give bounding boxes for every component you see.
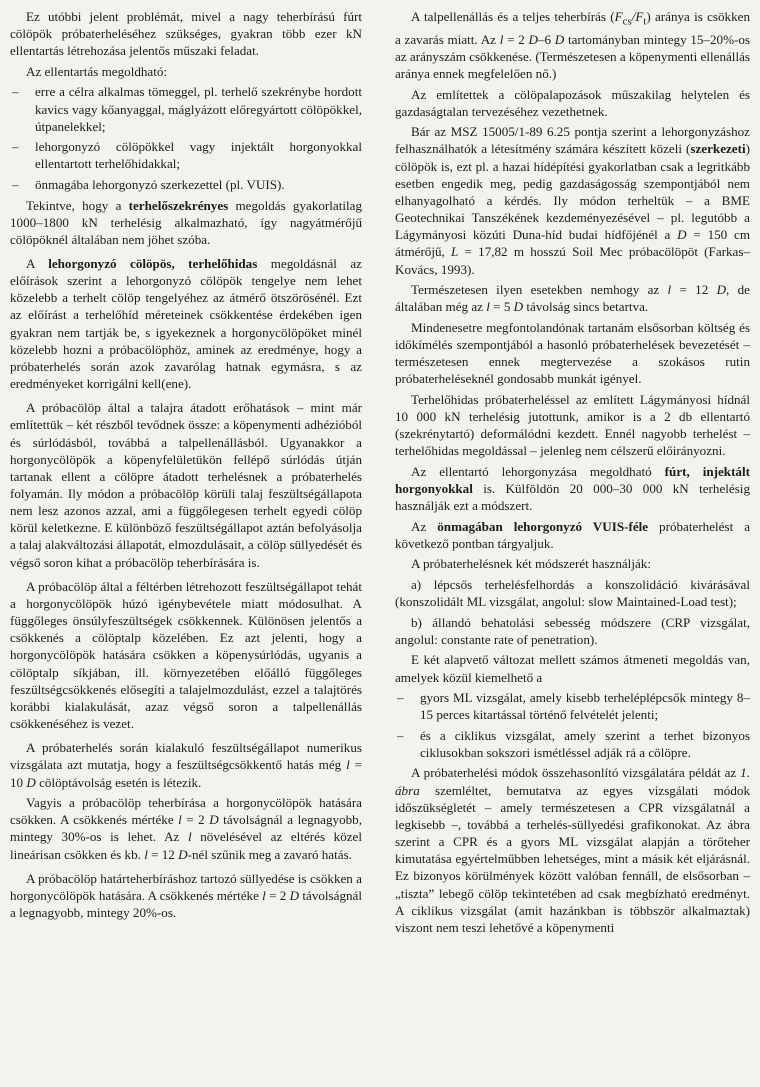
list-item: – lehorgonyzó cölöpökkel vagy injektált horgonyokkal ellentartott terhelőhidakkal;	[12, 139, 362, 172]
paragraph-method-a: a) lépcsős terhelésfelhordás a konszolidáció kivárásával (konszolidált ML vizsgálat, angolul: slow Maintained-Load test);	[395, 576, 750, 610]
paragraph-method-b: b) állandó behatolási sebesség módszere (CRP vizsgálat, angolul: constante rate of penetration).	[395, 614, 750, 647]
list-item: – gyors ML vizsgálat, amely kisebb terheléplépcsők mintegy 8–15 perces kitartással történő felvételét jelenti;	[397, 690, 750, 723]
paragraph-terhelohidas: Terhelőhidas próbaterheléssel az említett Lágymányosi hídnál 10 000 kN terhelésig jutottunk, amikor is a 2 db ellentartó (szekrénytartó) deformálódni kezdett. Ennél nagyobb terhelést – terhelőhidas megoldással – jelenleg nem célszerű előirányozni.	[395, 391, 750, 459]
paragraph-vagyis: Vagyis a próbacölöp teherbírása a horgonycölöpök hatására csökken. A csökkenés mértéke l = 2 D távolságnál a legnagyobb, mintegy 30%-os is lehet. Az l növelésével az eltérés közel lineárisan csökken és kb. l = 12 D-nél szűnik meg a zavaró hatás.	[10, 795, 363, 862]
right-column	[395, 8, 750, 939]
paragraph-felter: A próbacölöp által a féltérben létrehozott feszültségállapot tehát a horgonycölöpök húzó igénybevétele miatt módosulhat. A függőleges önsúlyfeszültségek csökkennek. Különösen jelentős a csökkenés a cölöptalp közelében. Ez azt jelenti, hogy a horgonycölöpök hatására csökken a köpenysúrlódás, ugyanis a cölöptalp síkjában, ill. környezetében előálló függőleges feszültségcsökkenés elősegíti a talajelmozdulást, ezzel a talajtörés korábbi kialakulását, azaz végső soron a talpellenállás csökkenéséhez is vezet.	[10, 578, 362, 732]
paragraph-lehorgonyzo: A lehorgonyzó cölöpös, terhelőhidas megoldásnál az előírások szerint a lehorgonyzó cölöpök tengelye nem lehet közelebb a terhelt cölöp tengelyéhez az átmérő ötszörösénél. Ezt az előírást a terhelőhíd méreteinek csökkentése érdekében igen gyakran nem tartják be, s igyekeznek a horgonycölöpöket minél közelebb hozni a próbacölöphöz, aminek az eredménye, hogy a próbaterhelés során azok zavarólag hatnak egymásra, s az eredményeket korrigálni kell(ene).	[10, 255, 362, 392]
paragraph-hatarteherbiras: A próbacölöp határteherbíráshoz tartozó süllyedése is csökken a horgonycölöpök hatására. A csökkenés mértéke l = 2 D távolságnál a legnagyobb, mintegy 20%-os.	[10, 870, 362, 920]
paragraph-ellentartas-intro: Az ellentartás megoldható:	[26, 63, 168, 79]
paragraph-msz: Bár az MSZ 15005/1-89 6.25 pontja szerint a lehorgonyzáshoz felhasználhatók a létesítmény számára készített közeli (szerkezeti) cölöpök is, ezt pl. a hazai hídépítési gyakorlatban csak a legritkább esetben engedik meg, pedig gazdaságosság szempontjából nem elhanyagolható a kérdés. Ily módon terheltük – a BME Geotechnikai Tanszékének kezdeményezésével – pl. legutóbb a Lágymányosi közúti Duna-híd budai hídfőjénél a D = 150 cm átmérőjű, L = 17,82 m hosszú Soil Mec próbacölöpöt (Farkas–Kovács, 1993).	[395, 124, 750, 277]
paragraph-ket-modszer: A próbaterhelésnek két módszerét használják:	[411, 556, 651, 572]
list-item-text: és a ciklikus vizsgálat, amely szerint a terhet bizonyos ciklusokban sokszori ismétléssel adják rá a cölöpre.	[420, 727, 750, 760]
paragraph-erohatasok: A próbacölöp által a talajra átadott erőhatások – mint már említettük – két részből tevődnek össze: a köpenymenti adhézióból és súrlódásból, továbbá a talpellenállásból. Ugyanakkor a horgonycölöpök a köpenyfelületükön fellépő súrlódás útján tartanak ellent a cölöpre átadott terhelésnek a próbaterhelés folyamán. Ily módon a próbacölöp körüli talaj feszültségállapota nem lesz azonos azzal, ami a függőlegesen terhelt egyedi cölöp körül keletkezne. E különböző feszültségállapot aztán befolyásolja a talaj alakváltozási állapotát, elmozdulásait, a cölöp süllyedését és végső soron kihat a próbacölöp teherbírására is.	[10, 400, 362, 570]
paragraph-vuis: Az önmagában lehorgonyzó VUIS-féle próbaterhelést a következő pontban tárgyaljuk.	[395, 518, 751, 551]
list-item-text: erre a célra alkalmas tömeggel, pl. terhelő szekrénybe hordott kavics vagy kőanyaggal, máglyázott előregyártott cölöpökkel, útpanelekkel;	[35, 84, 362, 134]
paragraph-alapveto: E két alapvető változat mellett számos átmeneti megoldás van, amelyek közül kiemelhető a	[395, 652, 750, 685]
list-item-text: lehorgonyzó cölöpökkel vagy injektált horgonyokkal ellentartott terhelőhidakkal;	[35, 139, 362, 172]
paragraph-termeszetesen: Természetesen ilyen esetekben nemhogy az l = 12 D, de általában még az l = 5 D távolság sincs betartva.	[395, 282, 750, 315]
paragraph-talpellenallas: A talpellenállás és a teljes teherbírás $(F_{cs}/F_t)$ aránya is csökken a zavarás miatt. Az l = 2 D–6 D tartományban mintegy 15–20%-os az arányszám csökkenése. (Természetesen a köpenymenti ellenállás aránya ennek megfelelően nő.)	[395, 9, 750, 82]
list-item-text: gyors ML vizsgálat, amely kisebb terheléplépcsők mintegy 8–15 perces kitartással történő felvételét jelenti;	[420, 690, 750, 723]
list-item: – és a ciklikus vizsgálat, amely szerint a terhet bizonyos ciklusokban sokszori ismétléssel adják rá a cölöpre.	[397, 727, 750, 760]
list-item: – önmagába lehorgonyzó szerkezettel (pl. VUIS).	[12, 176, 285, 192]
list-item-text: önmagába lehorgonyzó szerkezettel (pl. VUIS).	[35, 176, 285, 192]
paragraph-mindenesetre: Mindenesetre megfontolandónak tartanám elsősorban költség és időkímélés szempontjából a hasonló próbaterhelések bevezetését – természetesen ennek megtervezése a szokásos rutin próbaterheléseknél gondosabb munkát igényel.	[395, 319, 750, 387]
paragraph-tekintve: Tekintve, hogy a terhelőszekrényes megoldás gyakorlatilag 1000–1800 kN terhelésig alkalmazható, így nagyátmérőjű cölöpöknél általában nem jöhet szóba.	[10, 197, 362, 247]
paragraph-problem: Ez utóbbi jelent problémát, mivel a nagy teherbírású fúrt cölöpök próbaterheléséhez szükséges, gyakran több ezer kN ellentartás létrehozása jelentős műszaki feladat.	[10, 9, 362, 59]
paragraph-probaterhelesi-modok: A próbaterhelési módok összehasonlító vizsgálatára példát az 1. ábra szemléltet, bemutatva az egyes vizsgálati módok időszükségletét – amely természetesen a CPR vizsgálatnál a legkisebb –, továbbá a terhelés-süllyedési grafikonokat. Az ábra szerint a CPR és a gyors ML vizsgálat alapján a törőteher kimutatása egyértelműbben lehetséges, mint a másik két eljárásnál. Ez bizonyos körülmények között valóban fennáll, de elsősorban – „tiszta” lebegő cölöp tekintetében ad csak megbízható eredményt. A ciklikus vizsgálat (amit hazánkban is többször alkalmaztak) viszont nem teszi lehetővé a köpenymenti	[395, 765, 750, 935]
left-column	[10, 8, 362, 925]
paragraph-emlitettek: Az említettek a cölöpalapozások műszakilag helytelen és gazdaságtalan tervezéséhez vezethetnek.	[395, 86, 750, 119]
paragraph-ellentarto: Az ellentartó lehorgonyzása megoldható fúrt, injektált horgonyokkal is. Külföldön 20 000–30 000 kN terhelésig használják ezt a módszert.	[395, 463, 750, 514]
paragraph-numerikus: A próbaterhelés során kialakuló feszültségállapot numerikus vizsgálata azt mutatja, hogy a feszültségcsökkentő hatás még l = 10 D cölöptávolság esetén is létezik.	[10, 740, 362, 790]
list-item: – erre a célra alkalmas tömeggel, pl. terhelő szekrénybe hordott kavics vagy kőanyaggal, máglyázott előregyártott cölöpökkel, útpanelekkel;	[12, 84, 362, 134]
